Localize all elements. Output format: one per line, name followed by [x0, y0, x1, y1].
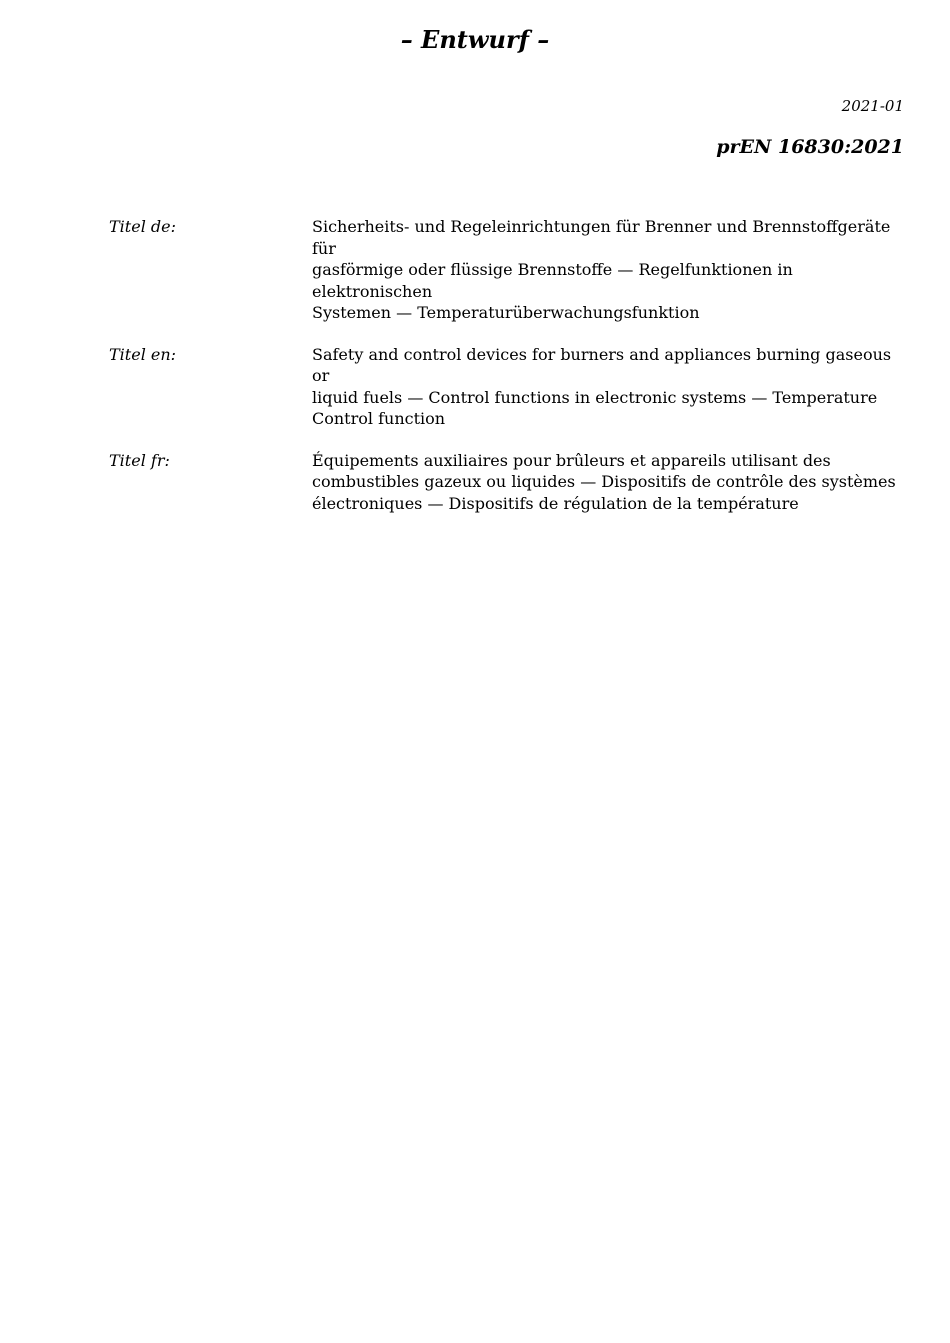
document-date: 2021-01 [841, 97, 904, 115]
title-row-en [109, 344, 905, 430]
title-label-de: Titel de: [109, 217, 176, 236]
title-text-line: Sicherheits- und Regeleinrichtungen für Brenner und Brennstoffgeräte für [312, 217, 891, 258]
title-text-de [312, 216, 905, 324]
title-text-line: Control function [312, 409, 446, 428]
title-text-line: gasförmige oder flüssige Brennstoffe — Regelfunktionen in elektronischen [312, 260, 793, 301]
title-text-line: Safety and control devices for burners and appliances burning gaseous or [312, 344, 892, 385]
title-text-line: Systemen — Temperaturüberwachungsfunktion [312, 303, 700, 322]
title-text-line: Équipements auxiliaires pour brûleurs et appareils utilisant des [312, 450, 831, 470]
title-text-en [312, 344, 905, 430]
document-number: prEN 16830:2021 [716, 136, 904, 158]
title-label-en: Titel en: [109, 344, 177, 364]
draft-heading: – Entwurf – [400, 25, 550, 54]
title-label-fr: Titel fr: [109, 450, 170, 470]
title-row-de [109, 216, 905, 324]
title-text-line: électroniques — Dispositifs de régulation de la température [312, 493, 799, 513]
title-row-fr [109, 450, 905, 515]
title-text-line: combustibles gazeux ou liquides — Dispositifs de contrôle des systèmes [312, 472, 896, 491]
title-text-line: liquid fuels — Control functions in electronic systems — Temperature [312, 387, 878, 407]
title-text-fr [312, 450, 905, 515]
title-table [109, 216, 905, 534]
